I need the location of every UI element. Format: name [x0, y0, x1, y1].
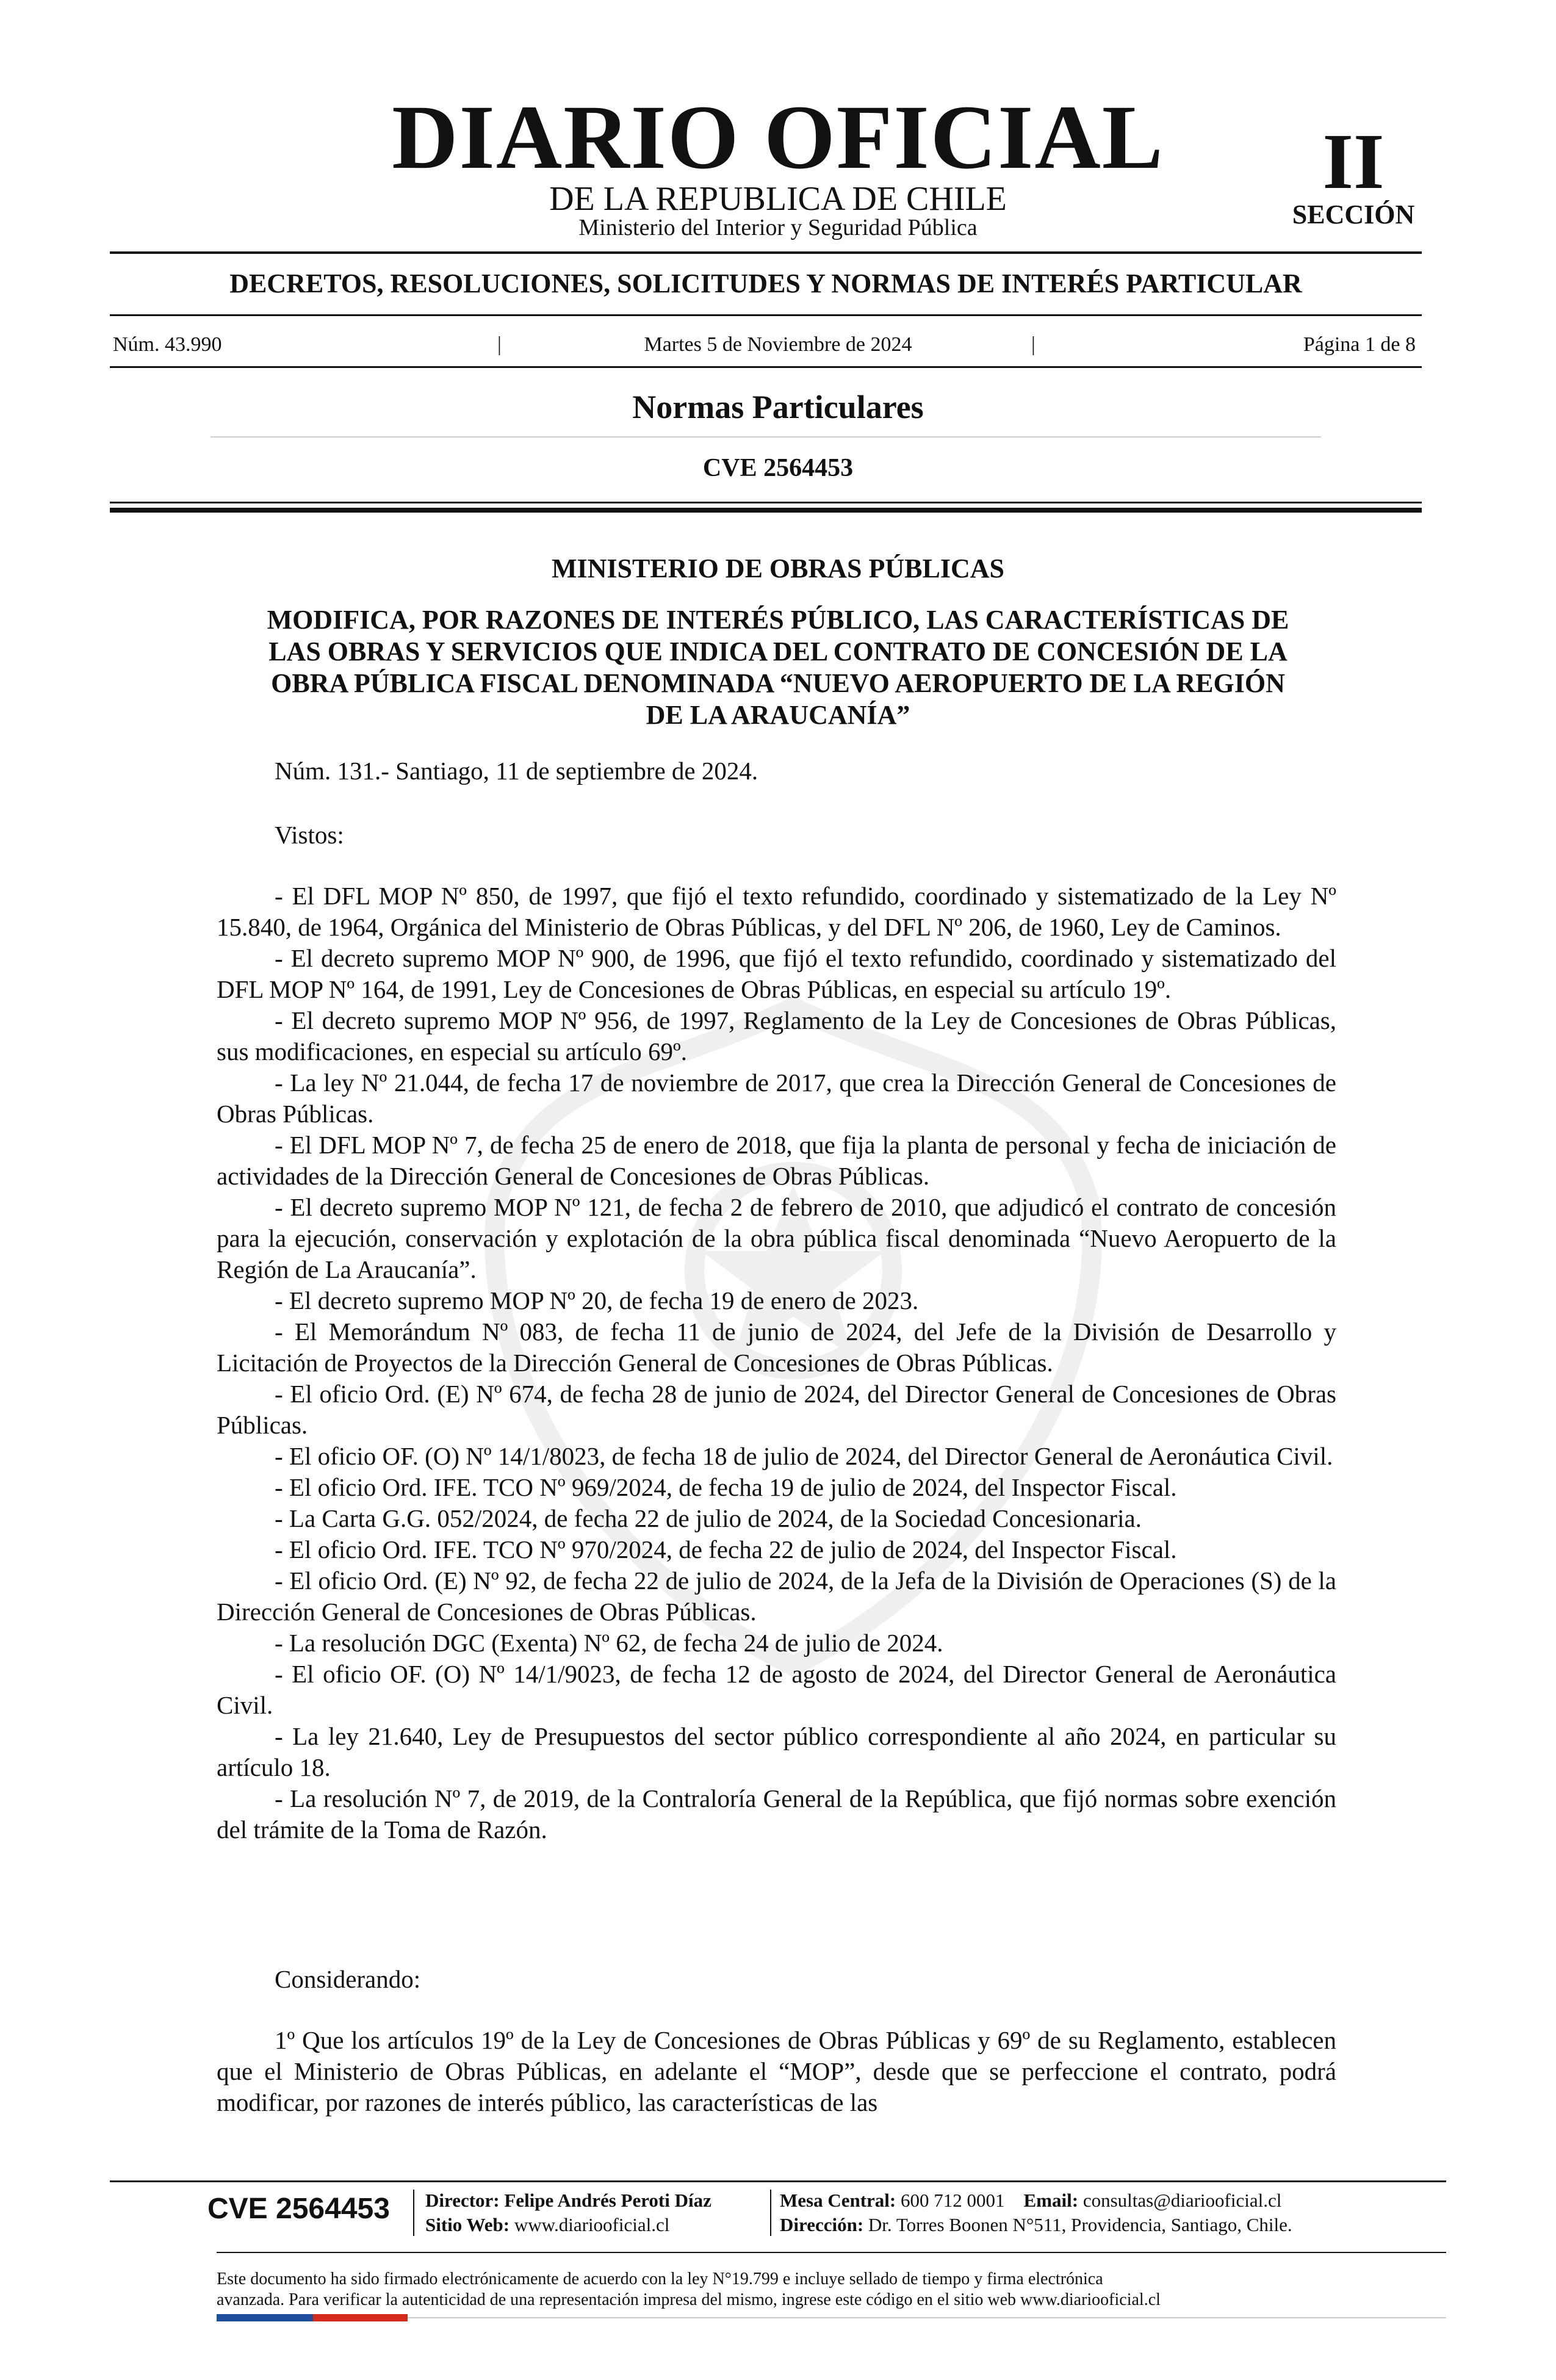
meta-divider — [110, 366, 1422, 368]
address-label: Dirección: — [780, 2214, 864, 2235]
vistos-item: - La ley Nº 21.044, de fecha 17 de noviembre de 2017, que crea la Dirección General de Concesiones de Obras Públicas. — [217, 1069, 1336, 1128]
vistos-item: - El DFL MOP Nº 7, de fecha 25 de enero de 2018, que fija la planta de personal y fecha de iniciación de actividades de la Dirección General de Concesiones de Obras Públicas. — [217, 1131, 1336, 1190]
issue-date: Martes 5 de Noviembre de 2024 — [644, 333, 912, 356]
cve-divider-2 — [110, 508, 1422, 513]
vistos-item: - La ley 21.640, Ley de Presupuestos del sector público correspondiente al año 2024, en particular su artículo 18. — [217, 1722, 1336, 1781]
section-number: II — [1322, 118, 1385, 206]
vistos-item: - El decreto supremo MOP Nº 900, de 1996, que fijó el texto refundido, coordinado y sistematizado del DFL MOP Nº 164, de 1991, Ley de Concesiones de Obras Públicas, en especial su artículo 19º. — [217, 944, 1336, 1003]
cve-divider-1 — [110, 502, 1422, 503]
newspaper-subtitle: DE LA REPUBLICA DE CHILE — [549, 180, 1007, 218]
vistos-item: - La resolución DGC (Exenta) Nº 62, de fecha 24 de julio de 2024. — [275, 1629, 943, 1657]
considerando-label: Considerando: — [275, 1965, 421, 1993]
email-link[interactable]: consultas@diariooficial.cl — [1082, 2190, 1282, 2211]
decree-title-line: DE LA ARAUCANÍA” — [646, 700, 910, 730]
considerando-paragraph — [217, 2025, 1336, 2118]
vistos-item: - El DFL MOP Nº 850, de 1997, que fijó el texto refundido, coordinado y sistematizado de la Ley Nº 15.840, de 1964, Orgánica del Ministerio de Obras Públicas, y del DFL Nº 206, de 1960, Ley de Caminos. — [217, 882, 1336, 941]
issuing-ministry: MINISTERIO DE OBRAS PÚBLICAS — [551, 554, 1005, 583]
email-label: Email: — [1023, 2190, 1079, 2211]
vistos-item: - El decreto supremo MOP Nº 20, de fecha 19 de enero de 2023. — [275, 1286, 919, 1314]
vistos-item: - La resolución Nº 7, de 2019, de la Contraloría General de la República, que fijó normas sobre exención del trámite de la Toma de Razón. — [217, 1784, 1336, 1844]
decree-title-line: OBRA PÚBLICA FISCAL DENOMINADA “NUEVO AEROPUERTO DE LA REGIÓN — [271, 668, 1285, 698]
masthead-divider — [110, 251, 1422, 254]
signature-notice — [217, 2269, 1336, 2310]
meta-separator: | — [1031, 333, 1036, 356]
section-label: SECCIÓN — [1292, 200, 1415, 229]
phone-number: 600 712 0001 — [901, 2190, 1005, 2211]
director-label: Director: — [425, 2190, 500, 2211]
vistos-item: - El oficio OF. (O) Nº 14/1/9023, de fecha 12 de agosto de 2024, del Director General de Aeronáutica Civil. — [217, 1660, 1336, 1719]
signature-notice-line: Este documento ha sido firmado electrónicamente de acuerdo con la ley N°19.799 e incluye sellado de tiempo y firma electrónica — [217, 2270, 1103, 2288]
decree-title-line: MODIFICA, POR RAZONES DE INTERÉS PÚBLICO, LAS CARACTERÍSTICAS DE — [267, 605, 1289, 635]
decree-title — [220, 604, 1336, 731]
phone-label: Mesa Central: — [780, 2190, 896, 2211]
considerando-item: 1º Que los artículos 19º de la Ley de Concesiones de Obras Públicas y 69º de su Reglamento, establecen que el Ministerio de Obras Públicas, en adelante el “MOP”, desde que se perfeccione el contrato, podrá modificar, por razones de interés público, las características de las — [217, 2026, 1336, 2116]
footer-vertical-rule — [413, 2190, 414, 2236]
vistos-item: - El decreto supremo MOP Nº 956, de 1997, Reglamento de la Ley de Concesiones de Obras Públicas, sus modificaciones, en especial su artículo 69º. — [217, 1006, 1336, 1066]
flag-stripe-red — [313, 2314, 408, 2321]
meta-separator: | — [497, 333, 502, 356]
vistos-label: Vistos: — [275, 821, 344, 849]
decree-number-date: Núm. 131.- Santiago, 11 de septiembre de 2024. — [275, 757, 758, 785]
footer-note-divider — [217, 2252, 1446, 2253]
site-link[interactable]: www.diariooficial.cl — [514, 2214, 670, 2235]
page-indicator: Página 1 de 8 — [1303, 333, 1416, 356]
vistos-item: - El oficio Ord. IFE. TCO Nº 970/2024, de fecha 22 de julio de 2024, del Inspector Fiscal. — [275, 1535, 1177, 1563]
vistos-item: - El Memorándum Nº 083, de fecha 11 de junio de 2024, del Jefe de la División de Desarrollo y Licitación de Proyectos de la Dirección General de Concesiones de Obras Públicas. — [217, 1318, 1336, 1377]
flag-stripe-blue — [217, 2314, 313, 2321]
footer-contact-block — [780, 2188, 1292, 2237]
director-name: Felipe Andrés Peroti Díaz — [504, 2190, 711, 2211]
newspaper-ministry: Ministerio del Interior y Seguridad Pública — [578, 215, 978, 240]
vistos-item: - La Carta G.G. 052/2024, de fecha 22 de julio de 2024, de la Sociedad Concesionaria. — [275, 1504, 1142, 1532]
banner-divider-top — [110, 314, 1422, 316]
newspaper-title: DIARIO OFICIAL — [392, 87, 1164, 188]
decree-title-line: LAS OBRAS Y SERVICIOS QUE INDICA DEL CONTRATO DE CONCESIÓN DE LA — [268, 636, 1288, 666]
vistos-list — [217, 881, 1336, 1845]
vistos-item: - El oficio Ord. IFE. TCO Nº 969/2024, de fecha 19 de julio de 2024, del Inspector Fiscal. — [275, 1473, 1177, 1501]
vistos-item: - El oficio Ord. (E) Nº 92, de fecha 22 de julio de 2024, de la Jefa de la División de Operaciones (S) de la Dirección General de Concesiones de Obras Públicas. — [217, 1567, 1336, 1626]
section-banner: DECRETOS, RESOLUCIONES, SOLICITUDES Y NORMAS DE INTERÉS PARTICULAR — [229, 269, 1302, 298]
cve-code: CVE 2564453 — [702, 454, 854, 482]
footer-director-block — [425, 2188, 711, 2237]
issue-number: Núm. 43.990 — [113, 333, 222, 356]
signature-notice-line: avanzada. Para verificar la autenticidad de una representación impresa del mismo, ingrese este código en el sitio web www.diariooficial.cl — [217, 2290, 1161, 2309]
address-text: Dr. Torres Boonen N°511, Providencia, Santiago, Chile. — [868, 2214, 1292, 2235]
footer-cve-code: CVE 2564453 — [207, 2193, 390, 2225]
vistos-item: - El oficio OF. (O) Nº 14/1/8023, de fecha 18 de julio de 2024, del Director General de Aeronáutica Civil. — [275, 1442, 1333, 1470]
site-label: Sitio Web: — [425, 2214, 510, 2235]
footer-bottom-rule — [408, 2317, 1446, 2318]
vistos-item: - El decreto supremo MOP Nº 121, de fecha 2 de febrero de 2010, que adjudicó el contrato de concesión para la ejecución, conservación y explotación de la obra pública fiscal denominada “Nuevo Aeropuerto de la Región de La Araucanía”. — [217, 1193, 1336, 1283]
vistos-item: - El oficio Ord. (E) Nº 674, de fecha 28 de junio de 2024, del Director General de Concesiones de Obras Públicas. — [217, 1380, 1336, 1439]
footer-vertical-rule — [770, 2190, 771, 2236]
footer-divider — [110, 2180, 1446, 2182]
section-title: Normas Particulares — [632, 389, 924, 425]
title-thin-divider — [211, 436, 1321, 438]
